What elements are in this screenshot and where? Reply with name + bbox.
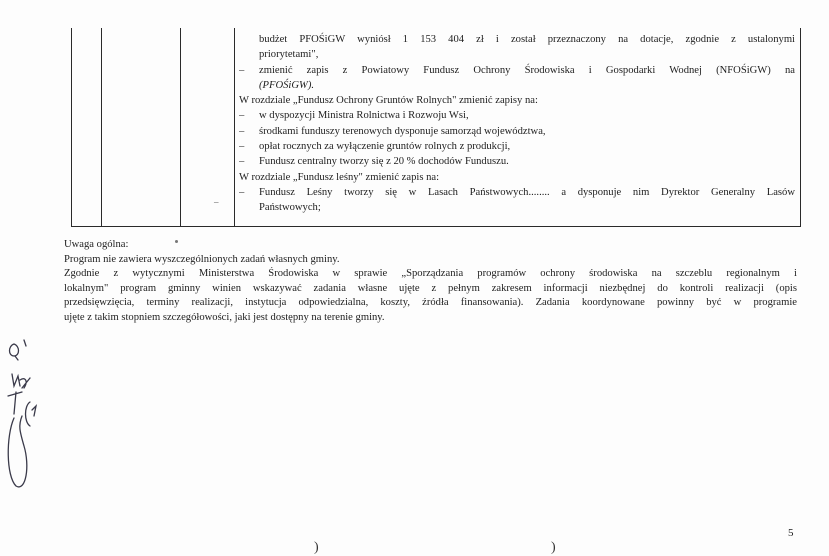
speck-mark	[175, 240, 178, 243]
table-bullet-line	[239, 108, 795, 123]
table-cell-content	[239, 32, 795, 216]
bullet-dash: –	[239, 186, 245, 198]
table-section-heading: W rozdziale „Fundusz Ochrony Gruntów Rolnych" zmienić zapisy na:	[239, 95, 538, 107]
table-line: Państwowych;	[259, 202, 321, 214]
table-bullet-line	[239, 63, 795, 78]
bullet-text: Fundusz centralny tworzy się z 20 % dochodów Funduszu.	[259, 156, 509, 168]
table-line: priorytetami",	[259, 49, 319, 61]
table-line: budżet PFOŚiGW wyniósł 1 153 404 zł i został przeznaczony na dotacje, zgodnie z ustalonymi	[259, 34, 795, 45]
paren-mark-right: )	[551, 540, 556, 555]
table-column-divider	[101, 28, 102, 226]
remarks-paragraph-line: Zgodnie z wytycznymi Ministerstwa Środowiska w sprawie „Sporządzania programów ochrony środowiska na szczeblu regionalnym i	[64, 268, 797, 279]
table-column-divider	[180, 28, 181, 226]
paren-mark-left: )	[314, 540, 319, 555]
table-bullet-line	[239, 185, 795, 200]
table-bullet-line	[239, 124, 795, 139]
bullet-text: środkami funduszy terenowych dysponuje samorząd województwa,	[259, 125, 546, 137]
bullet-dash: –	[239, 110, 245, 122]
bullet-text: zmienić zapis z Powiatowy Fundusz Ochrony Środowiska i Gospodarki Wodnej (NFOŚiGW) na	[259, 64, 795, 76]
page-number: 5	[788, 527, 794, 539]
table-bullet-line	[239, 154, 795, 169]
remarks-heading: Uwaga ogólna:	[64, 239, 129, 250]
table-column-divider	[234, 28, 235, 226]
stray-dash-mark: –	[214, 197, 219, 207]
bullet-dash: –	[239, 125, 245, 137]
table-fragment	[71, 28, 801, 227]
table-line: (PFOŚiGW).	[259, 79, 315, 91]
bullet-text: Fundusz Leśny tworzy się w Lasach Państwowych........ a dysponuje nim Dyrektor Generalny Lasów	[259, 186, 795, 198]
table-section-heading: W rozdziale „Fundusz leśny" zmienić zapis na:	[239, 171, 440, 183]
bullet-dash: –	[239, 156, 245, 168]
bullet-text: w dyspozycji Ministra Rolnictwa i Rozwoju Wsi,	[259, 110, 469, 122]
remarks-paragraph-line: lokalnym" program gminny winien wskazywać zadania własne ujęte z pełnym zakresem informacji niezbędnej do kontroli realizacji (opis	[64, 282, 797, 294]
handwritten-signature	[2, 336, 48, 496]
remarks-line: Program nie zawiera wyszczególnionych zadań własnych gminy.	[64, 253, 340, 265]
table-bullet-line	[239, 139, 795, 154]
bullet-dash: –	[239, 64, 245, 76]
bullet-text: opłat rocznych za wyłączenie gruntów rolnych z produkcji,	[259, 141, 511, 153]
remarks-paragraph-line: ujęte z takim stopniem szczegółowości, jaki jest dostępny na terenie gminy.	[64, 311, 385, 323]
general-remarks	[64, 238, 797, 325]
bullet-dash: –	[239, 141, 245, 153]
remarks-paragraph-line: przedsięwzięcia, terminy realizacji, instytucja odpowiedzialna, koszty, źródła finansowania). Zadania koordynowane powinny być w programie	[64, 297, 797, 308]
